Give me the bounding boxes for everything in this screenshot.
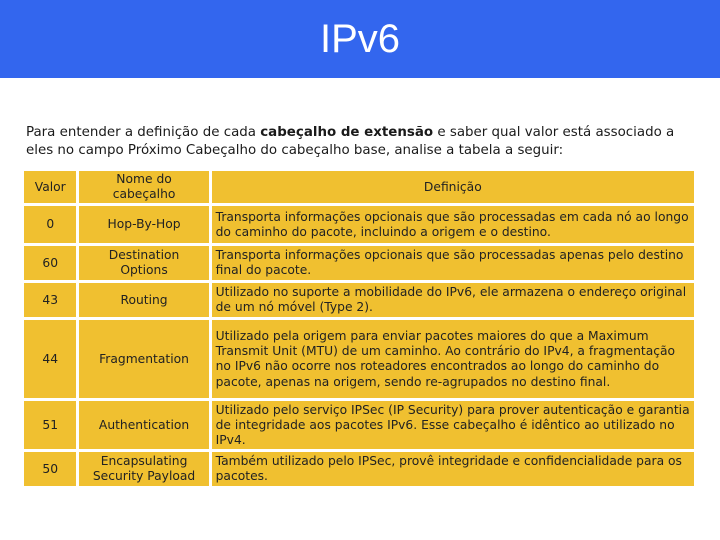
header-valor: Valor — [24, 171, 76, 203]
cell-nome: Encapsulating Security Payload — [79, 452, 208, 486]
cell-definicao: Utilizado no suporte a mobilidade do IPv6, ele armazena o endereço original de um nó móvel (Type 2). — [212, 283, 694, 317]
cell-valor: 0 — [24, 206, 76, 243]
header-definicao: Definição — [212, 171, 694, 203]
intro-part-2: e saber qual valor está associado a eles no campo Próximo Cabeçalho do cabeçalho base, analise a tabela a seguir: — [26, 125, 675, 158]
cell-definicao: Transporta informações opcionais que são processadas em cada nó ao longo do caminho do pacote, incluindo a origem e o destino. — [212, 206, 694, 243]
cell-valor: 50 — [24, 452, 76, 486]
table-row — [24, 283, 694, 317]
cell-valor: 44 — [24, 320, 76, 398]
cell-valor: 43 — [24, 283, 76, 317]
cell-nome: Authentication — [79, 401, 208, 449]
table-row — [24, 401, 694, 449]
cell-valor: 51 — [24, 401, 76, 449]
intro-part-1: Para entender a definição de cada — [26, 125, 261, 140]
cell-definicao: Também utilizado pelo IPSec, provê integridade e confidencialidade para os pacotes. — [212, 452, 694, 486]
table-row — [24, 452, 694, 486]
intro-text — [26, 124, 696, 160]
cell-definicao: Utilizado pela origem para enviar pacotes maiores do que a Maximum Transmit Unit (MTU) de um caminho. Ao contrário do IPv4, a fragmentação no IPv6 não ocorre nos roteadores encontrados ao longo do caminho do pacote, apenas na origem, sendo re-agrupados no destino final. — [212, 320, 694, 398]
cell-definicao: Utilizado pelo serviço IPSec (IP Security) para prover autenticação e garantia de integridade aos pacotes IPv6. Esse cabeçalho é idêntico ao utilizado no IPv4. — [212, 401, 694, 449]
intro-bold-term: cabeçalho de extensão — [260, 125, 434, 140]
table-row — [24, 320, 694, 398]
cell-definicao: Transporta informações opcionais que são processadas apenas pelo destino final do pacote. — [212, 246, 694, 280]
slide-title: IPv6 — [319, 17, 401, 61]
cell-nome: Hop-By-Hop — [79, 206, 208, 243]
cell-nome: Destination Options — [79, 246, 208, 280]
table-header-row — [24, 171, 694, 203]
header-nome: Nome do cabeçalho — [79, 171, 208, 203]
table-row — [24, 246, 694, 280]
table-row — [24, 206, 694, 243]
cell-nome: Fragmentation — [79, 320, 208, 398]
extension-headers-table — [21, 168, 697, 489]
cell-valor: 60 — [24, 246, 76, 280]
cell-nome: Routing — [79, 283, 208, 317]
